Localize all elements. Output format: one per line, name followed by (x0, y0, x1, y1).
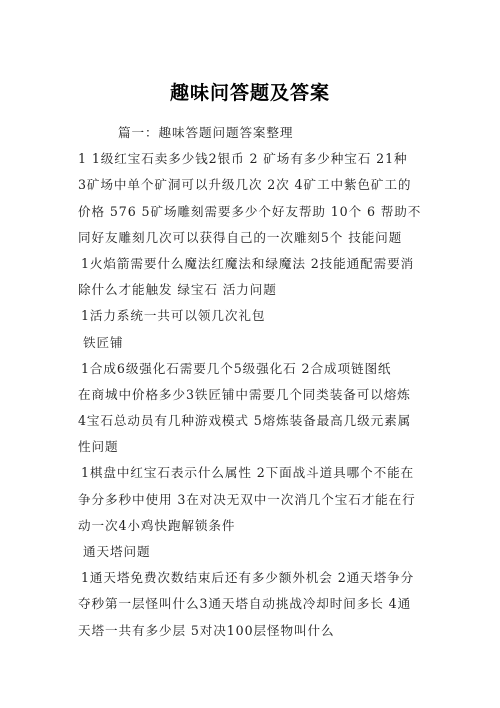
paragraph-line: 性问题 (78, 439, 119, 455)
paragraph-line: 1合成6级强化石需要几个5级强化石 2合成项链图纸 (81, 360, 392, 376)
subsection-heading: 通天塔问题 (83, 544, 151, 559)
paragraph-line: 价格 576 5矿场雕刻需要多少个好友帮助 10个 6 帮助不 (78, 203, 422, 219)
paragraph-line: 争分多秒中使用 3在对决无双中一次消几个宝石才能在行 (78, 491, 416, 507)
paragraph-line: 3矿场中单个矿洞可以升级几次 2次 4矿工中紫色矿工的 (78, 177, 412, 193)
paragraph-line: 1活力系统一共可以领几次礼包 (81, 308, 266, 324)
paragraph-line: 在商城中价格多少3铁匠铺中需要几个同类装备可以熔炼 (78, 386, 411, 402)
subsection-heading: 铁匠铺 (83, 334, 124, 350)
document-title: 趣味问答题及答案 (169, 82, 330, 104)
paragraph-line: 夺秒第一层怪叫什么3通天塔自动挑战冷却时间多长 4通 (78, 596, 412, 612)
section-heading: 篇一：趣味答题问题答案整理 (118, 125, 294, 140)
paragraph-line: 1通天塔免费次数结束后还有多少额外机会 2通天塔争分 (81, 570, 415, 586)
paragraph-line: 同好友雕刻几次可以获得自己的一次雕刻5个 技能问题 (78, 229, 403, 245)
paragraph-line: 除什么才能触发 绿宝石 活力问题 (78, 282, 277, 298)
paragraph-line: 1火焰箭需要什么魔法红魔法和绿魔法 2技能通配需要消 (81, 255, 415, 271)
paragraph-line: 1棋盘中红宝石表示什么属性 2下面战斗道具哪个不能在 (81, 465, 415, 481)
paragraph-line: 动一次4小鸡快跑解锁条件 (78, 517, 236, 533)
paragraph-line: 天塔一共有多少层 5对决100层怪物叫什么 (78, 622, 335, 638)
paragraph-line: 4宝石总动员有几种游戏模式 5熔炼装备最高几级元素属 (78, 413, 412, 429)
document-body (0, 120, 500, 644)
paragraph-line: 1 1级红宝石卖多少钱2银币 2 矿场有多少种宝石 21种 (78, 151, 408, 167)
